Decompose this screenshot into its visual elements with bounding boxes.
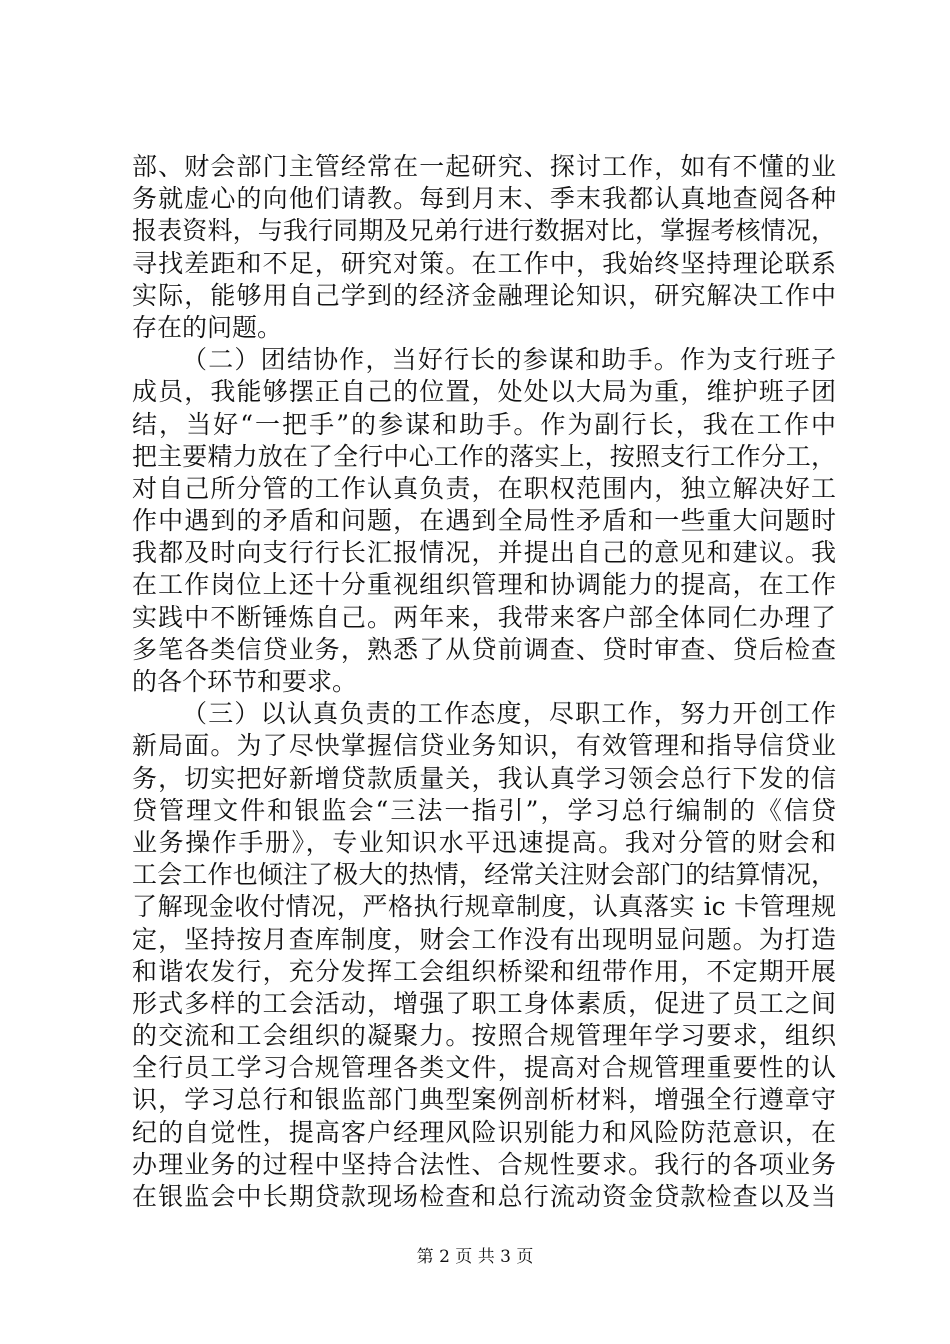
text-line: 实际，能够用自己学到的经济金融理论知识，研究解决工作中: [132, 280, 836, 310]
text-line: 在银监会中长期贷款现场检查和总行流动资金贷款检查以及当: [132, 1182, 836, 1211]
text-line: 对自己所分管的工作认真负责，在职权范围内，独立解决好工: [132, 473, 836, 503]
text-line: 识，学习总行和银监部门典型案例剖析材料，增强全行遵章守: [132, 1085, 836, 1115]
text-line: 存在的问题。: [132, 312, 283, 342]
text-line: 办理业务的过程中坚持合法性、合规性要求。我行的各项业务: [132, 1149, 836, 1179]
text-line: （二）团结协作，当好行长的参谋和助手。作为支行班子: [182, 345, 836, 375]
text-line: 结，当好“一把手”的参谋和助手。作为副行长，我在工作中: [132, 409, 836, 439]
text-line: 报表资料，与我行同期及兄弟行进行数据对比，掌握考核情况，: [132, 216, 836, 246]
text-line: 部、财会部门主管经常在一起研究、探讨工作，如有不懂的业: [132, 152, 836, 181]
text-line: 了解现金收付情况，严格执行规章制度，认真落实 ic 卡管理规: [132, 892, 836, 922]
text-line: 寻找差距和不足，研究对策。在工作中，我始终坚持理论联系: [132, 248, 836, 278]
text-line: 作中遇到的矛盾和问题，在遇到全局性矛盾和一些重大问题时: [132, 506, 836, 536]
text-line: 和谐农发行，充分发挥工会组织桥梁和纽带作用，不定期开展: [132, 956, 836, 986]
text-line: 贷管理文件和银监会“三法一指引”，学习总行编制的《信贷: [132, 795, 836, 825]
text-line: 成员，我能够摆正自己的位置，处处以大局为重，维护班子团: [132, 377, 836, 407]
text-line: 务就虚心的向他们请教。每到月末、季末我都认真地查阅各种: [132, 184, 836, 214]
text-line: 业务操作手册》，专业知识水平迅速提高。我对分管的财会和: [132, 827, 836, 857]
text-line: 纪的自觉性，提高客户经理风险识别能力和风险防范意识，在: [132, 1117, 836, 1147]
text-line: 的各个环节和要求。: [132, 667, 358, 696]
page-footer: 第 2 页 共 3 页: [416, 1247, 534, 1267]
text-line: （三）以认真负责的工作态度，尽职工作，努力开创工作: [182, 699, 836, 729]
text-line: 在工作岗位上还十分重视组织管理和协调能力的提高，在工作: [132, 570, 836, 600]
text-line: 定，坚持按月查库制度，财会工作没有出现明显问题。为打造: [132, 924, 836, 954]
text-line: 我都及时向支行行长汇报情况，并提出自己的意见和建议。我: [132, 538, 836, 568]
text-line: 把主要精力放在了全行中心工作的落实上，按照支行工作分工，: [132, 441, 836, 471]
text-line: 全行员工学习合规管理各类文件，提高对合规管理重要性的认: [132, 1053, 836, 1083]
text-line: 形式多样的工会活动，增强了职工身体素质，促进了员工之间: [132, 988, 836, 1018]
text-line: 新局面。为了尽快掌握信贷业务知识，有效管理和指导信贷业: [132, 731, 836, 761]
text-line: 实践中不断锤炼自己。两年来，我带来客户部全体同仁办理了: [132, 602, 836, 632]
text-line: 务，切实把好新增贷款质量关，我认真学习领会总行下发的信: [132, 763, 836, 793]
document-body: [132, 151, 836, 1213]
text-line: 的交流和工会组织的凝聚力。按照合规管理年学习要求，组织: [132, 1021, 836, 1051]
text-line: 工会工作也倾注了极大的热情，经常关注财会部门的结算情况，: [132, 860, 836, 890]
text-line: 多笔各类信贷业务，熟悉了从贷前调查、贷时审查、贷后检查: [132, 634, 836, 664]
